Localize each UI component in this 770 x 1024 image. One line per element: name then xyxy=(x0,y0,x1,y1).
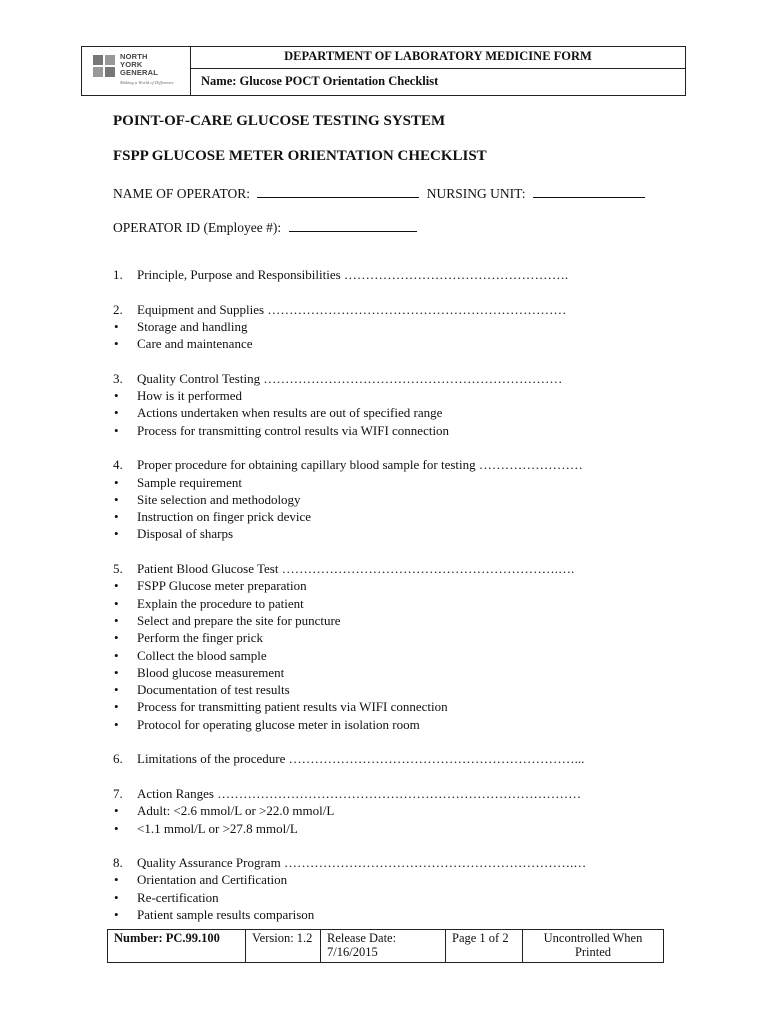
checklist-item xyxy=(113,491,673,508)
document-number: Number: PC.99.100 xyxy=(108,930,246,962)
checklist-item xyxy=(113,612,673,629)
section-number: 6. xyxy=(113,751,123,767)
checklist-section xyxy=(113,750,673,767)
section-heading xyxy=(113,456,673,473)
section-heading xyxy=(113,370,673,387)
bullet-icon: • xyxy=(114,647,119,663)
checklist-item-text: Documentation of test results xyxy=(137,682,290,698)
checklist-item xyxy=(113,335,673,352)
section-title: Quality Assurance Program ………………………………………………………….… xyxy=(137,855,587,871)
checklist-item xyxy=(113,525,673,542)
checklist-item xyxy=(113,820,673,837)
bullet-icon: • xyxy=(114,318,119,334)
checklist-item-text: Process for transmitting patient results via WIFI connection xyxy=(137,699,448,715)
checklist-item-text: Site selection and methodology xyxy=(137,491,301,507)
checklist-section xyxy=(113,560,673,733)
uncontrolled-notice: Uncontrolled When Printed xyxy=(543,931,643,959)
checklist-section xyxy=(113,854,673,923)
checklist-item xyxy=(113,889,673,906)
checklist-item-text: FSPP Glucose meter preparation xyxy=(137,578,307,594)
document-title: POINT-OF-CARE GLUCOSE TESTING SYSTEM xyxy=(113,113,446,129)
checklist-item xyxy=(113,387,673,404)
section-number: 2. xyxy=(113,301,123,317)
checklist-item-text: Sample requirement xyxy=(137,474,243,490)
section-heading xyxy=(113,560,673,577)
checklist-section xyxy=(113,785,673,837)
nursing-unit-field[interactable] xyxy=(533,184,645,198)
checklist-item-text: Storage and handling xyxy=(137,318,248,334)
bullet-icon: • xyxy=(114,612,119,628)
checklist-item-text: <1.1 mmol/L or >27.8 mmol/L xyxy=(137,820,298,836)
bullet-icon: • xyxy=(114,388,119,404)
section-heading xyxy=(113,785,673,802)
bullet-icon: • xyxy=(114,336,119,352)
section-title: Limitations of the procedure …………………………………………………………... xyxy=(137,751,585,767)
section-number: 3. xyxy=(113,370,123,386)
checklist-item xyxy=(113,508,673,525)
section-title: Quality Control Testing …………………………………………………………… xyxy=(137,370,563,386)
checklist-item xyxy=(113,577,673,594)
checklist-item-text: Explain the procedure to patient xyxy=(137,595,304,611)
checklist-item-text: Blood glucose measurement xyxy=(137,664,285,680)
section-title: Proper procedure for obtaining capillary blood sample for testing …………………… xyxy=(137,457,583,473)
checklist-item-text: Re-certification xyxy=(137,889,219,905)
operator-id-line xyxy=(113,218,417,236)
section-number: 7. xyxy=(113,785,123,801)
section-number: 5. xyxy=(113,561,123,577)
logo-grid-icon xyxy=(93,55,117,79)
section-title: Principle, Purpose and Responsibilities ……………………………………………. xyxy=(137,267,569,282)
operator-id-label: OPERATOR ID (Employee #): xyxy=(113,220,282,235)
form-header xyxy=(81,46,686,96)
checklist-item xyxy=(113,716,673,733)
logo xyxy=(82,47,191,95)
operator-line xyxy=(113,184,645,202)
section-heading xyxy=(113,750,673,767)
section-title: Equipment and Supplies …………………………………………………………… xyxy=(137,301,567,317)
bullet-icon: • xyxy=(114,820,119,836)
bullet-icon: • xyxy=(114,491,119,507)
bullet-icon: • xyxy=(114,630,119,646)
checklist-section xyxy=(113,370,673,439)
bullet-icon: • xyxy=(114,906,119,922)
section-number: 1. xyxy=(113,267,123,282)
bullet-icon: • xyxy=(114,803,119,819)
bullet-icon: • xyxy=(114,872,119,888)
checklist-item xyxy=(113,595,673,612)
checklist-item-text: Perform the finger prick xyxy=(137,630,263,646)
section-title: Action Ranges ………………………………………………………………………… xyxy=(137,785,582,801)
checklist-item-text: Adult: <2.6 mmol/L or >22.0 mmol/L xyxy=(137,803,335,819)
checklist-item-text: Collect the blood sample xyxy=(137,647,267,663)
checklist-item xyxy=(113,422,673,439)
department-title: DEPARTMENT OF LABORATORY MEDICINE FORM xyxy=(191,47,685,69)
logo-tagline: Making a World of Difference xyxy=(120,80,174,85)
checklist-item-text: Protocol for operating glucose meter in isolation room xyxy=(137,716,420,732)
section-number: 8. xyxy=(113,855,123,871)
checklist-item xyxy=(113,906,673,923)
release-date: Release Date: 7/16/2015 xyxy=(321,930,446,962)
checklist xyxy=(113,266,673,941)
bullet-icon: • xyxy=(114,526,119,542)
checklist-item-text: Orientation and Certification xyxy=(137,872,288,888)
document-footer xyxy=(107,929,664,963)
operator-name-field[interactable] xyxy=(257,184,419,198)
bullet-icon: • xyxy=(114,716,119,732)
bullet-icon: • xyxy=(114,509,119,525)
checklist-section xyxy=(113,266,673,283)
bullet-icon: • xyxy=(114,682,119,698)
checklist-item xyxy=(113,404,673,421)
document-subtitle: FSPP GLUCOSE METER ORIENTATION CHECKLIST xyxy=(113,148,487,164)
section-heading xyxy=(113,266,673,283)
checklist-item xyxy=(113,664,673,681)
checklist-item xyxy=(113,681,673,698)
section-heading xyxy=(113,854,673,871)
bullet-icon: • xyxy=(114,595,119,611)
checklist-item xyxy=(113,698,673,715)
checklist-item xyxy=(113,474,673,491)
checklist-item-text: Select and prepare the site for puncture xyxy=(137,612,341,628)
checklist-item-text: Care and maintenance xyxy=(137,336,253,352)
nursing-unit-label: NURSING UNIT: xyxy=(426,186,526,201)
checklist-item xyxy=(113,629,673,646)
checklist-section xyxy=(113,456,673,542)
checklist-item-text: Actions undertaken when results are out of specified range xyxy=(137,405,443,421)
checklist-item-text: Instruction on finger prick device xyxy=(137,509,311,525)
logo-wordmark: NORTH YORK GENERAL xyxy=(120,52,159,77)
checklist-section xyxy=(113,301,673,353)
section-heading xyxy=(113,301,673,318)
page-indicator: Page 1 of 2 xyxy=(446,930,523,962)
bullet-icon: • xyxy=(114,422,119,438)
operator-name-label: NAME OF OPERATOR: xyxy=(113,186,251,201)
checklist-item xyxy=(113,802,673,819)
bullet-icon: • xyxy=(114,405,119,421)
checklist-item-text: How is it performed xyxy=(137,388,243,404)
bullet-icon: • xyxy=(114,578,119,594)
section-title: Patient Blood Glucose Test ……………………………………………………….…. xyxy=(137,561,575,577)
bullet-icon: • xyxy=(114,889,119,905)
bullet-icon: • xyxy=(114,664,119,680)
document-version: Version: 1.2 xyxy=(246,930,321,962)
checklist-item-text: Process for transmitting control results via WIFI connection xyxy=(137,422,450,438)
checklist-item xyxy=(113,871,673,888)
checklist-item-text: Disposal of sharps xyxy=(137,526,234,542)
bullet-icon: • xyxy=(114,699,119,715)
checklist-item-text: Patient sample results comparison xyxy=(137,906,315,922)
checklist-item xyxy=(113,318,673,335)
checklist-item xyxy=(113,647,673,664)
bullet-icon: • xyxy=(114,474,119,490)
operator-id-field[interactable] xyxy=(289,218,417,232)
section-number: 4. xyxy=(113,457,123,473)
form-name: Name: Glucose POCT Orientation Checklist xyxy=(201,74,439,88)
